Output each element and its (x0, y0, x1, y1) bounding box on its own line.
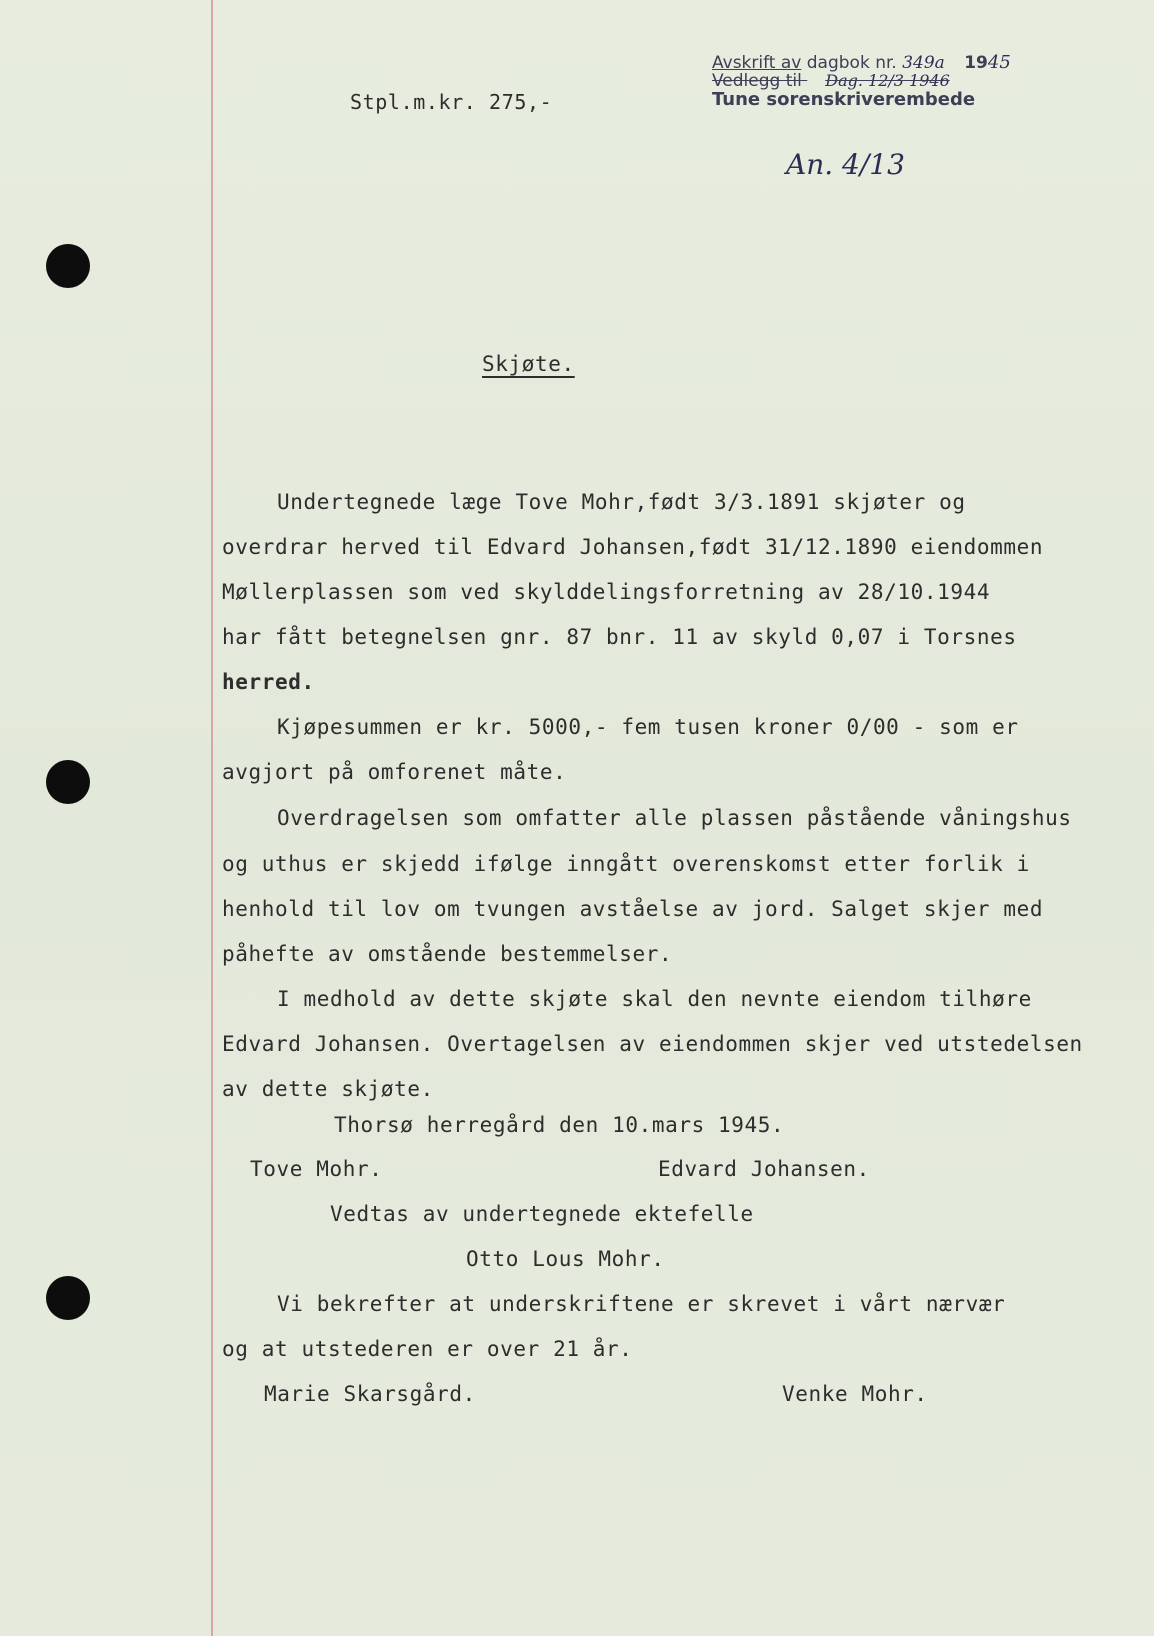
spouse-consent-line: Vedtas av undertegnede ektefelle (330, 1202, 754, 1226)
stamp-printed-label: Avskrift av (712, 53, 802, 73)
body-line: henhold til lov om tvungen avståelse av jord. Salget skjer med (222, 897, 1044, 921)
spouse-signature: Otto Lous Mohr. (466, 1247, 665, 1271)
stamp-date: Dag. 12/3 1946 (825, 71, 950, 90)
margin-line (211, 0, 213, 1636)
stamp-duty-line: Stpl.m.kr. 275,- (350, 90, 553, 114)
stamp-year-prefix: 19 (964, 53, 988, 73)
body-line: herred. (222, 670, 315, 694)
document-title: Skjøte. (482, 352, 575, 376)
stamp-attachment-label: Vedlegg til (712, 71, 802, 91)
body-line: og uthus er skjedd ifølge inngått overenskomst etter forlik i (222, 852, 1030, 876)
body-line: Overdragelsen som omfatter alle plassen påstående våningshus (277, 806, 1072, 830)
body-line: Kjøpesummen er kr. 5000,- fem tusen kroner 0/00 - som er (277, 715, 1019, 739)
seller-signature: Tove Mohr. (250, 1157, 383, 1181)
stamp-office: Tune sorenskriverembede (712, 89, 976, 110)
body-line: har fått betegnelsen gnr. 87 bnr. 11 av skyld 0,07 i Torsnes (222, 625, 1017, 649)
stamp-year: 45 (987, 52, 1011, 73)
registry-stamp (712, 52, 1011, 110)
witness-statement-line: og at utstederen er over 21 år. (222, 1337, 633, 1361)
punch-hole-top (46, 244, 90, 288)
buyer-signature: Edvard Johansen. (658, 1157, 870, 1181)
body-line: påhefte av omstående bestemmelser. (222, 942, 673, 966)
witness-signature-1: Marie Skarsgård. (264, 1382, 476, 1406)
stamp-typed-label: dagbok nr. (806, 53, 897, 73)
place-and-date: Thorsø herregård den 10.mars 1945. (334, 1113, 785, 1137)
body-line: Edvard Johansen. Overtagelsen av eiendommen skjer ved utstedelsen (222, 1032, 1083, 1056)
stamp-entry-number: 349a (902, 53, 945, 73)
punch-hole-middle (46, 760, 90, 804)
body-line: Møllerplassen som ved skylddelingsforretning av 28/10.1944 (222, 580, 991, 604)
body-line: overdrar herved til Edvard Johansen,født 31/12.1890 eiendommen (222, 535, 1044, 559)
body-line: avgjort på omforenet måte. (222, 760, 567, 784)
body-line: I medhold av dette skjøte skal den nevnte eiendom tilhøre (277, 987, 1032, 1011)
punch-hole-bottom (46, 1276, 90, 1320)
body-line: Undertegnede læge Tove Mohr,født 3/3.1891 skjøter og (277, 490, 966, 514)
witness-statement-line: Vi bekrefter at underskriftene er skrevet i vårt nærvær (277, 1292, 1006, 1316)
witness-signature-2: Venke Mohr. (782, 1382, 928, 1406)
body-line: av dette skjøte. (222, 1077, 434, 1101)
handwritten-annotation: An. 4/13 (786, 148, 905, 181)
